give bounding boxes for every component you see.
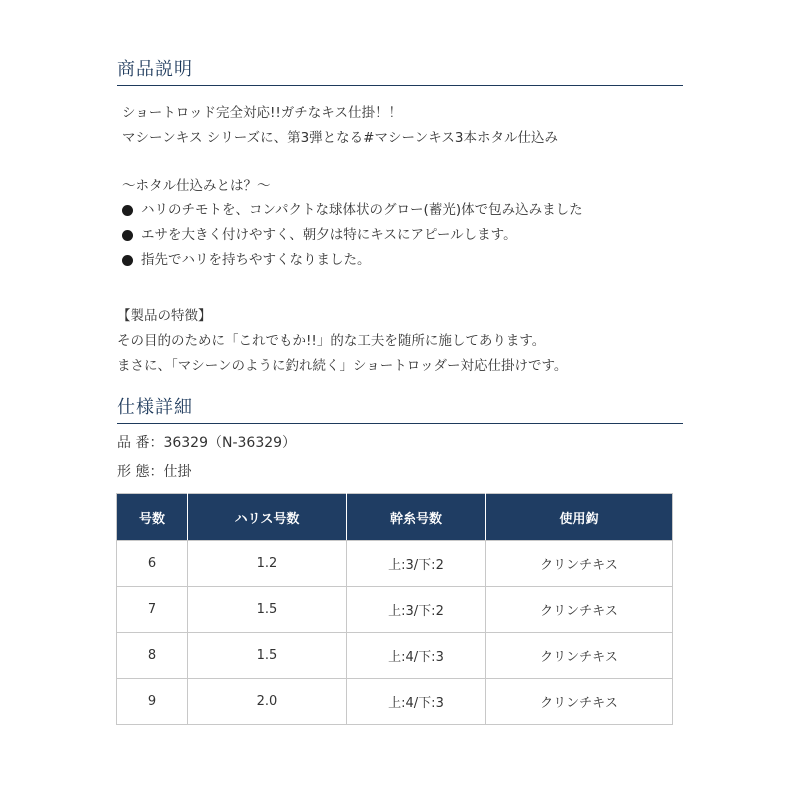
table-row — [117, 541, 673, 587]
hotaru-bullet-item — [122, 200, 583, 220]
hotaru-bullet-item — [122, 225, 517, 245]
spec-details-heading: 仕様詳細 — [117, 396, 683, 424]
cell-size: 6 — [117, 541, 188, 587]
hotaru-bullet-item — [122, 250, 371, 270]
cell-mikiito: 上:3/下:2 — [347, 587, 486, 633]
cell-hook: クリンチキス — [486, 587, 673, 633]
intro-line-2: マシーンキス シリーズに、第3弾となる#マシーンキス3本ホタル仕込み — [122, 130, 559, 146]
cell-harisu: 2.0 — [188, 679, 347, 725]
hotaru-bullet-text: エサを大きく付けやすく、朝夕は特にキスにアピールします。 — [141, 227, 517, 243]
cell-size: 7 — [117, 587, 188, 633]
cell-hook: クリンチキス — [486, 541, 673, 587]
bullet-dot-icon — [122, 255, 133, 266]
cell-harisu: 1.5 — [188, 587, 347, 633]
intro-line-1: ショートロッド完全対応!!ガチなキス仕掛！！ — [122, 105, 403, 121]
cell-hook: クリンチキス — [486, 679, 673, 725]
product-form: 形 態：仕掛 — [117, 464, 192, 480]
header-harisu-size: ハリス号数 — [188, 494, 347, 541]
cell-harisu: 1.5 — [188, 633, 347, 679]
table-row — [117, 633, 673, 679]
table-row — [117, 679, 673, 725]
cell-harisu: 1.2 — [188, 541, 347, 587]
hotaru-title: ～ホタル仕込みとは？～ — [122, 178, 271, 194]
cell-size: 8 — [117, 633, 188, 679]
table-header-row — [117, 494, 673, 541]
product-number: 品 番：36329（N-36329） — [117, 435, 297, 451]
spec-table — [116, 493, 673, 725]
table-row — [117, 587, 673, 633]
bullet-dot-icon — [122, 205, 133, 216]
features-line-2: まさに、「マシーンのように釣れ続く」ショートロッダー対応仕掛けです。 — [117, 358, 568, 374]
header-mikiito-size: 幹糸号数 — [347, 494, 486, 541]
bullet-dot-icon — [122, 230, 133, 241]
product-description-heading: 商品説明 — [117, 58, 683, 86]
cell-mikiito: 上:4/下:3 — [347, 679, 486, 725]
cell-hook: クリンチキス — [486, 633, 673, 679]
cell-mikiito: 上:3/下:2 — [347, 541, 486, 587]
cell-size: 9 — [117, 679, 188, 725]
hotaru-bullet-text: ハリのチモトを、コンパクトな球体状のグロー(蓄光)体で包み込みました — [141, 202, 583, 218]
features-title: 【製品の特徴】 — [117, 308, 212, 324]
hotaru-bullet-text: 指先でハリを持ちやすくなりました。 — [141, 252, 371, 268]
features-line-1: その目的のために「これでもか!!」的な工夫を随所に施してあります。 — [117, 333, 546, 349]
header-size: 号数 — [117, 494, 188, 541]
cell-mikiito: 上:4/下:3 — [347, 633, 486, 679]
header-hook: 使用鈎 — [486, 494, 673, 541]
